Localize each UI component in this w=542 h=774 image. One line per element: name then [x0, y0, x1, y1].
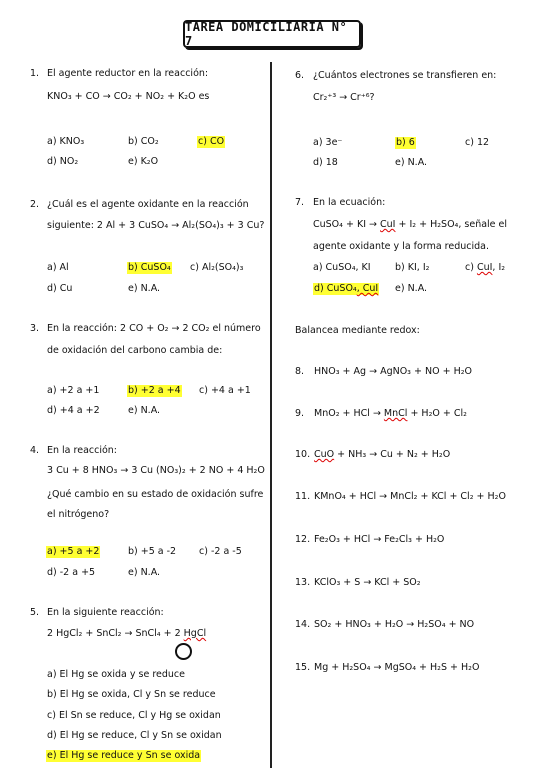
- q7-eq-c: + I₂ + H₂SO₄, señale el: [395, 219, 508, 230]
- q7-equation: [313, 219, 507, 231]
- item-15-equation: Mg + H₂SO₄ → MgSO₄ + H₂S + H₂O: [314, 662, 480, 673]
- q3-option-c: c) +4 a +1: [199, 385, 251, 396]
- q4-equation: 3 Cu + 8 HNO₃ → 3 Cu (NO₃)₂ + 2 NO + 4 H₂O: [47, 465, 265, 476]
- q7-option-c-b: CuI: [476, 262, 493, 273]
- q5-text: En la siguiente reacción:: [47, 607, 164, 618]
- q1-number: 1.: [30, 68, 40, 79]
- q5-option-b: b) El Hg se oxida, Cl y Sn se reduce: [47, 689, 216, 700]
- q7-option-d-b: , CuI: [356, 283, 379, 294]
- q7-option-b: b) KI, I₂: [395, 262, 430, 273]
- item-8-equation: HNO₃ + Ag → AgNO₃ + NO + H₂O: [314, 366, 472, 377]
- q4-number: 4.: [30, 445, 40, 456]
- q1-option-b: b) CO₂: [128, 136, 159, 147]
- q4-option-d: d) -2 a +5: [47, 567, 96, 578]
- q4-text: En la reacción:: [47, 445, 118, 456]
- item-9-eq-b: MnCl: [383, 408, 408, 419]
- q7-option-d-answer: [313, 283, 379, 295]
- item-11-number: 11.: [295, 491, 311, 502]
- item-12-number: 12.: [295, 534, 311, 545]
- q5-equation-main: 2 HgCl₂ + SnCl₂ → SnCl₄ + 2: [47, 628, 184, 639]
- q1-option-a: a) KNO₃: [47, 136, 85, 147]
- q1-option-c-answer: c) CO: [198, 136, 225, 147]
- q5-equation: [47, 628, 206, 640]
- q7-option-c-a: c): [465, 262, 477, 273]
- q6-text: ¿Cuántos electrones se transfieren en:: [313, 70, 497, 81]
- q2-option-c: c) Al₂(SO₄)₃: [190, 262, 244, 273]
- item-9-equation: [314, 408, 467, 420]
- q2-option-a: a) Al: [47, 262, 69, 273]
- item-10-equation: [314, 449, 450, 461]
- column-divider: [270, 62, 272, 768]
- item-9-eq-a: MnO₂ + HCl →: [314, 408, 384, 419]
- q6-option-b-answer: b) 6: [396, 137, 415, 148]
- q6-option-d: d) 18: [313, 157, 338, 168]
- q2-option-e: e) N.A.: [128, 283, 161, 294]
- q2-text: ¿Cuál es el agente oxidante en la reacción: [47, 199, 249, 210]
- q4-question: ¿Qué cambio en su estado de oxidación sufre: [47, 489, 264, 500]
- q3-text: En la reacción: 2 CO + O₂ → 2 CO₂ el número: [47, 323, 261, 334]
- item-14-number: 14.: [295, 619, 311, 630]
- q6-option-c: c) 12: [465, 137, 490, 148]
- q7-text-2: agente oxidante y la forma reducida.: [313, 241, 489, 252]
- item-11-equation: KMnO₄ + HCl → MnCl₂ + KCl + Cl₂ + H₂O: [314, 491, 506, 502]
- q7-option-c-c: , I₂: [492, 262, 506, 273]
- q7-eq-a: CuSO₄ + KI →: [313, 219, 381, 230]
- q6-number: 6.: [295, 70, 305, 81]
- q1-equation: KNO₃ + CO → CO₂ + NO₂ + K₂O es: [47, 91, 210, 102]
- item-9-eq-c: + H₂O + Cl₂: [407, 408, 467, 419]
- q1-option-d: d) NO₂: [47, 156, 79, 167]
- item-12-equation: Fe₂O₃ + HCl → Fe₂Cl₃ + H₂O: [314, 534, 445, 545]
- item-10-number: 10.: [295, 449, 311, 460]
- q2-option-d: d) Cu: [47, 283, 73, 294]
- q6-equation: Cr₂⁺³ → Cr⁺⁶?: [313, 92, 375, 103]
- q2-number: 2.: [30, 199, 40, 210]
- q5-option-e-answer: e) El Hg se reduce y Sn se oxida: [47, 750, 201, 761]
- q4-option-b: b) +5 a -2: [128, 546, 177, 557]
- item-8-number: 8.: [295, 366, 305, 377]
- item-9-number: 9.: [295, 408, 305, 419]
- q4-question-2: el nitrógeno?: [47, 509, 110, 520]
- circle-mark-icon: [175, 643, 192, 660]
- q7-option-d-a: d) CuSO₄: [314, 283, 357, 294]
- q6-option-e: e) N.A.: [395, 157, 428, 168]
- balance-header: Balancea mediante redox:: [295, 325, 420, 336]
- item-15-number: 15.: [295, 662, 311, 673]
- q5-number: 5.: [30, 607, 40, 618]
- q3-option-a: a) +2 a +1: [47, 385, 100, 396]
- item-13-number: 13.: [295, 577, 311, 588]
- q7-eq-b: CuI: [380, 219, 396, 230]
- q3-option-b-answer: b) +2 a +4: [128, 385, 181, 396]
- page-title: TAREA DOMICILIARIA N° 7: [183, 20, 361, 48]
- q5-equation-product: HgCl: [183, 628, 207, 639]
- q5-option-c: c) El Sn se reduce, Cl y Hg se oxidan: [47, 710, 221, 721]
- item-10-eq-b: CuO: [314, 449, 335, 460]
- q2-equation: siguiente: 2 Al + 3 CuSO₄ → Al₂(SO₄)₃ + 3 Cu?: [47, 220, 265, 231]
- item-10-eq-c: + NH₃ → Cu + N₂ + H₂O: [334, 449, 451, 460]
- q3-option-d: d) +4 a +2: [47, 405, 100, 416]
- q4-option-a-answer: a) +5 a +2: [47, 546, 100, 557]
- item-13-equation: KClO₃ + S → KCl + SO₂: [314, 577, 421, 588]
- q4-option-e: e) N.A.: [128, 567, 161, 578]
- q1-option-e: e) K₂O: [128, 156, 159, 167]
- q7-option-c: [465, 262, 505, 274]
- q7-option-e: e) N.A.: [395, 283, 428, 294]
- q1-text: El agente reductor en la reacción:: [47, 68, 209, 79]
- q6-option-a: a) 3e⁻: [313, 137, 343, 148]
- q7-option-a: a) CuSO₄, KI: [313, 262, 371, 273]
- q3-option-e: e) N.A.: [128, 405, 161, 416]
- q3-number: 3.: [30, 323, 40, 334]
- q5-option-a: a) El Hg se oxida y se reduce: [47, 669, 185, 680]
- q2-option-b-answer: b) CuSO₄: [128, 262, 171, 273]
- item-14-equation: SO₂ + HNO₃ + H₂O → H₂SO₄ + NO: [314, 619, 475, 630]
- q5-option-d: d) El Hg se reduce, Cl y Sn se oxidan: [47, 730, 222, 741]
- q3-text-2: de oxidación del carbono cambia de:: [47, 345, 223, 356]
- q7-text: En la ecuación:: [313, 197, 386, 208]
- q4-option-c: c) -2 a -5: [199, 546, 242, 557]
- q7-number: 7.: [295, 197, 305, 208]
